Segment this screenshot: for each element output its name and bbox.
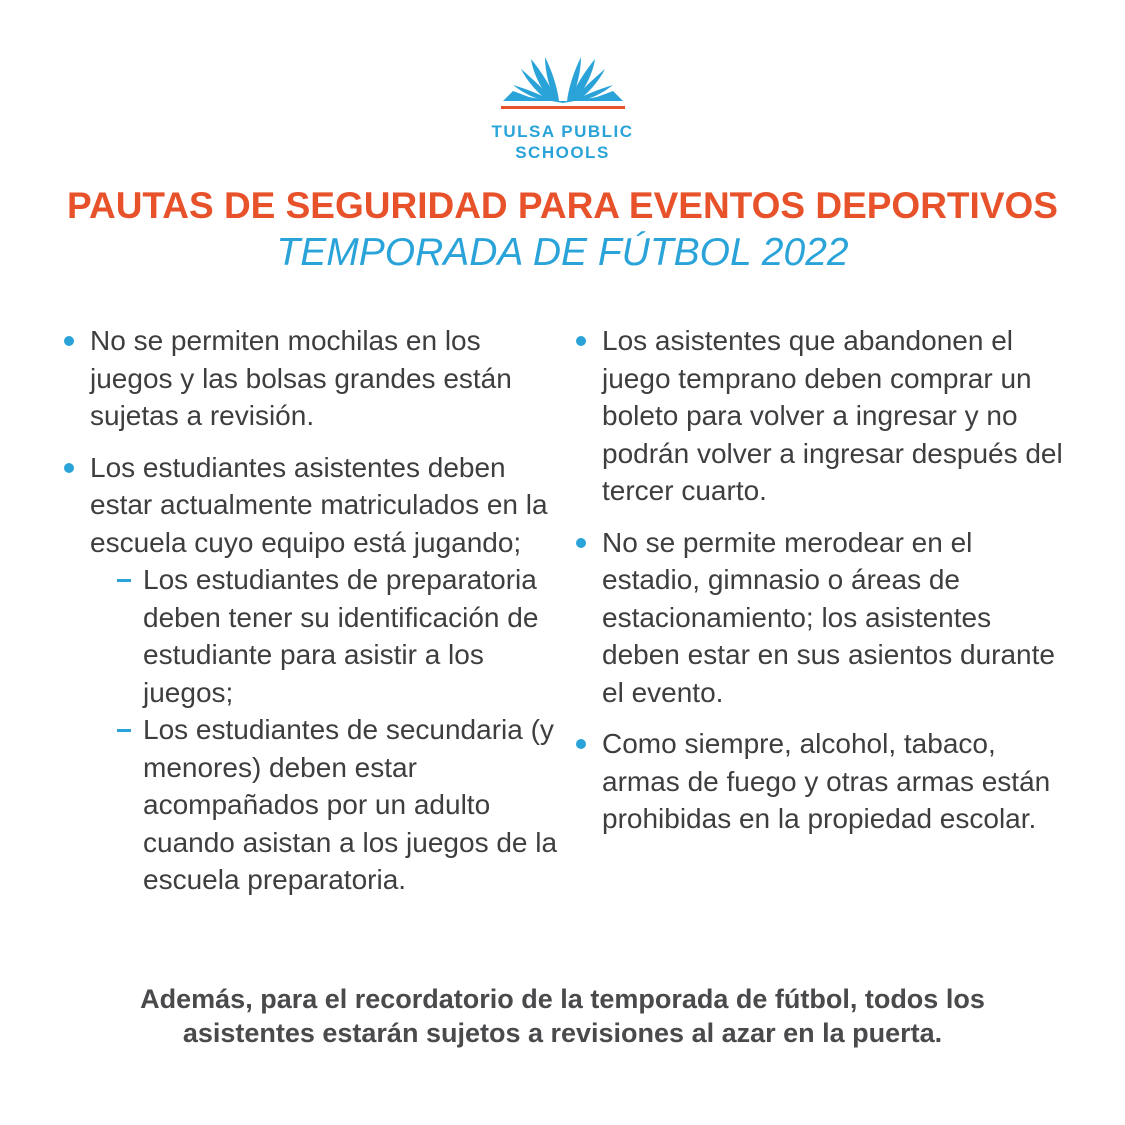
- footer-line-2: asistentes estarán sujetos a revisiones al azar en la puerta.: [182, 1018, 943, 1048]
- book-icon: [501, 55, 625, 109]
- bullet-text: Los estudiantes asistentes deben estar actualmente matriculados en la escuela cuyo equipo está jugando;: [90, 451, 548, 558]
- list-item: [576, 725, 1076, 838]
- sub-item-text: Los estudiantes de preparatoria deben tener su identificación de estudiante para asistir a los juegos;: [143, 564, 539, 708]
- sub-item-text: Los estudiantes de secundaria (y menores) deben estar acompañados por un adulto cuando asistan a los juegos de la escuela preparatoria.: [143, 714, 558, 895]
- left-column: [64, 322, 564, 899]
- footer-line-1: Además, para el recordatorio de la temporada de fútbol, todos los: [140, 984, 985, 1014]
- dash-icon: [117, 579, 131, 582]
- list-item: [64, 449, 564, 562]
- sub-list-item: [64, 561, 564, 711]
- sub-list: [64, 561, 564, 899]
- right-column: [576, 322, 1076, 852]
- bullet-icon: [64, 336, 74, 346]
- bullet-text: No se permiten mochilas en los juegos y las bolsas grandes están sujetas a revisión.: [90, 325, 512, 431]
- list-item: [576, 322, 1076, 510]
- bullet-text: Los asistentes que abandonen el juego temprano deben comprar un boleto para volver a ingresar y no podrán volver a ingresar después del tercer cuarto.: [602, 325, 1063, 506]
- bullet-icon: [576, 538, 586, 548]
- bullet-text: No se permite merodear en el estadio, gimnasio o áreas de estacionamiento; los asistentes deben estar en sus asientos durante el evento.: [602, 526, 1055, 708]
- logo-line-1: TULSA PUBLIC: [491, 122, 634, 141]
- bullet-icon: [64, 463, 74, 473]
- list-item: [576, 524, 1076, 712]
- sub-list-item: [64, 711, 564, 899]
- page-title: PAUTAS DE SEGURIDAD PARA EVENTOS DEPORTIVOS: [67, 185, 1058, 226]
- logo: [0, 55, 1125, 163]
- dash-icon: [117, 729, 131, 732]
- bullet-icon: [576, 739, 586, 749]
- bullet-text: Como siempre, alcohol, tabaco, armas de fuego y otras armas están prohibidas en la propiedad escolar.: [602, 728, 1051, 834]
- list-item: [64, 322, 564, 435]
- page-subtitle: TEMPORADA DE FÚTBOL 2022: [276, 231, 849, 274]
- footer-note: [0, 982, 1125, 1050]
- bullet-icon: [576, 336, 586, 346]
- logo-line-2: SCHOOLS: [515, 143, 610, 162]
- logo-text: [0, 121, 1125, 163]
